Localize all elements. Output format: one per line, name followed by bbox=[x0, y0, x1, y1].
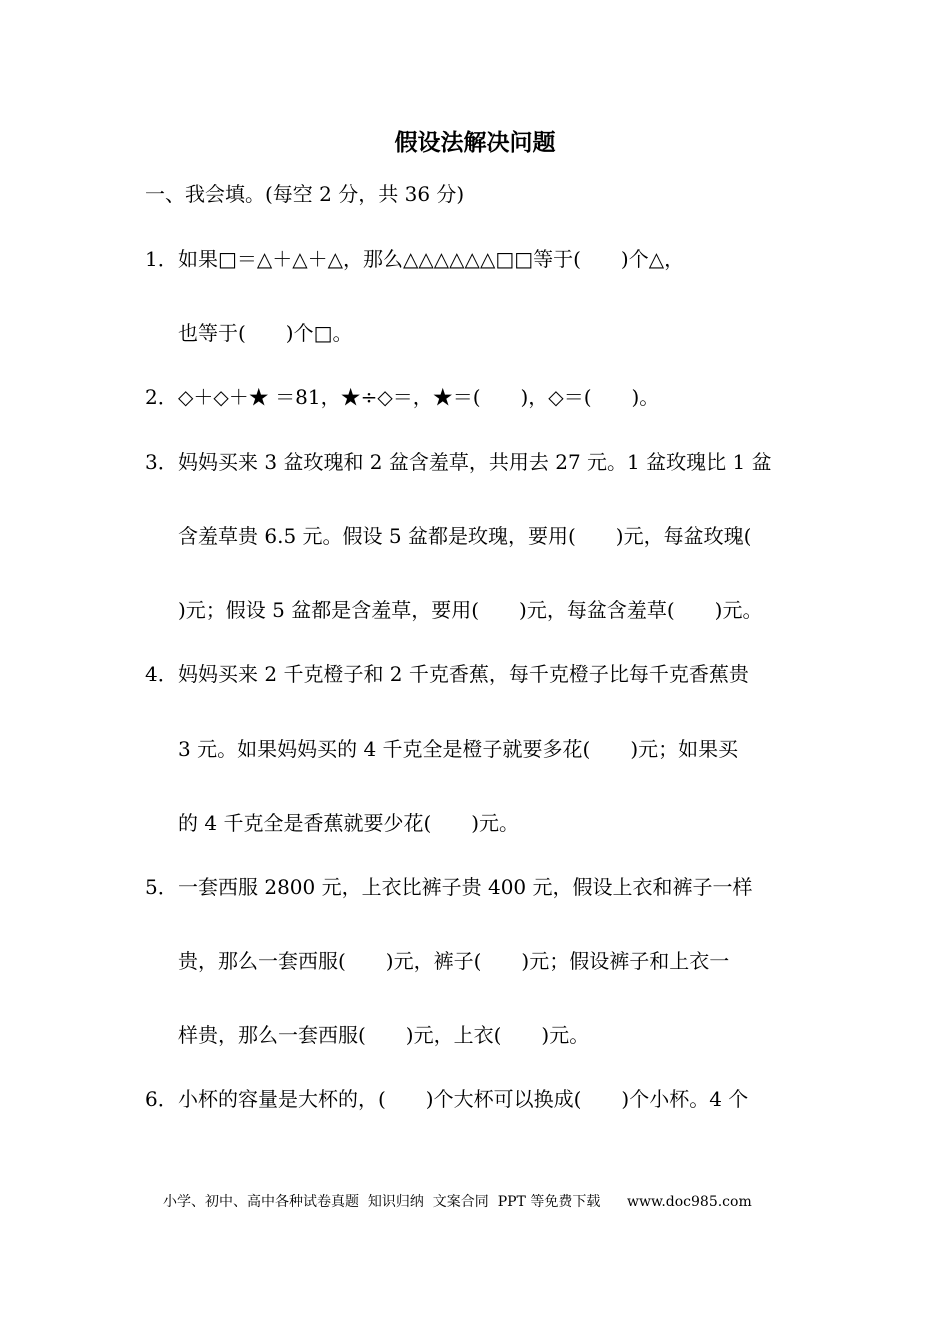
document-title: 假设法解决问题 bbox=[394, 130, 556, 156]
question-line: 含羞草贵 6.5 元。假设 5 盆都是玫瑰，要用( )元，每盆玫瑰( bbox=[178, 524, 752, 548]
question-line: 一套西服 2800 元，上衣比裤子贵 400 元，假设上衣和裤子一样 bbox=[178, 875, 753, 899]
page-footer: 小学、初中、高中各种试卷真题 知识归纳 文案合同 PPT 等免费下载 www.doc985.com bbox=[163, 1194, 752, 1210]
question-line: 3 元。如果妈妈买的 4 千克全是橙子就要多花( )元；如果买 bbox=[178, 737, 739, 761]
section-heading: 一、我会填。(每空 2 分，共 36 分) bbox=[145, 182, 465, 206]
question-line: 样贵，那么一套西服( )元，上衣( )元。 bbox=[178, 1023, 590, 1047]
question-number: 4． bbox=[145, 662, 178, 686]
question-number: 2． bbox=[145, 385, 178, 409]
question-line: 的 4 千克全是香蕉就要少花( )元。 bbox=[178, 811, 520, 835]
question-line: 妈妈买来 3 盆玫瑰和 2 盆含羞草，共用去 27 元。1 盆玫瑰比 1 盆 bbox=[178, 450, 772, 474]
question-line: 贵，那么一套西服( )元，裤子( )元；假设裤子和上衣一 bbox=[178, 949, 730, 973]
question-number: 1． bbox=[145, 247, 178, 271]
question-number: 3． bbox=[145, 450, 178, 474]
question-line: 小杯的容量是大杯的，( )个大杯可以换成( )个小杯。4 个 bbox=[178, 1087, 749, 1111]
question-line: 如果□＝△＋△＋△，那么△△△△△△□□等于( )个△， bbox=[178, 247, 685, 271]
question-number: 5． bbox=[145, 875, 178, 899]
question-line: ◇＋◇＋★ ＝81，★÷◇＝，★＝( )，◇＝( )。 bbox=[178, 385, 660, 409]
question-line: 妈妈买来 2 千克橙子和 2 千克香蕉，每千克橙子比每千克香蕉贵 bbox=[178, 662, 749, 686]
question-line: 也等于( )个□。 bbox=[178, 321, 353, 345]
question-line: )元；假设 5 盆都是含羞草，要用( )元，每盆含羞草( )元。 bbox=[178, 598, 763, 622]
question-number: 6． bbox=[145, 1087, 178, 1111]
